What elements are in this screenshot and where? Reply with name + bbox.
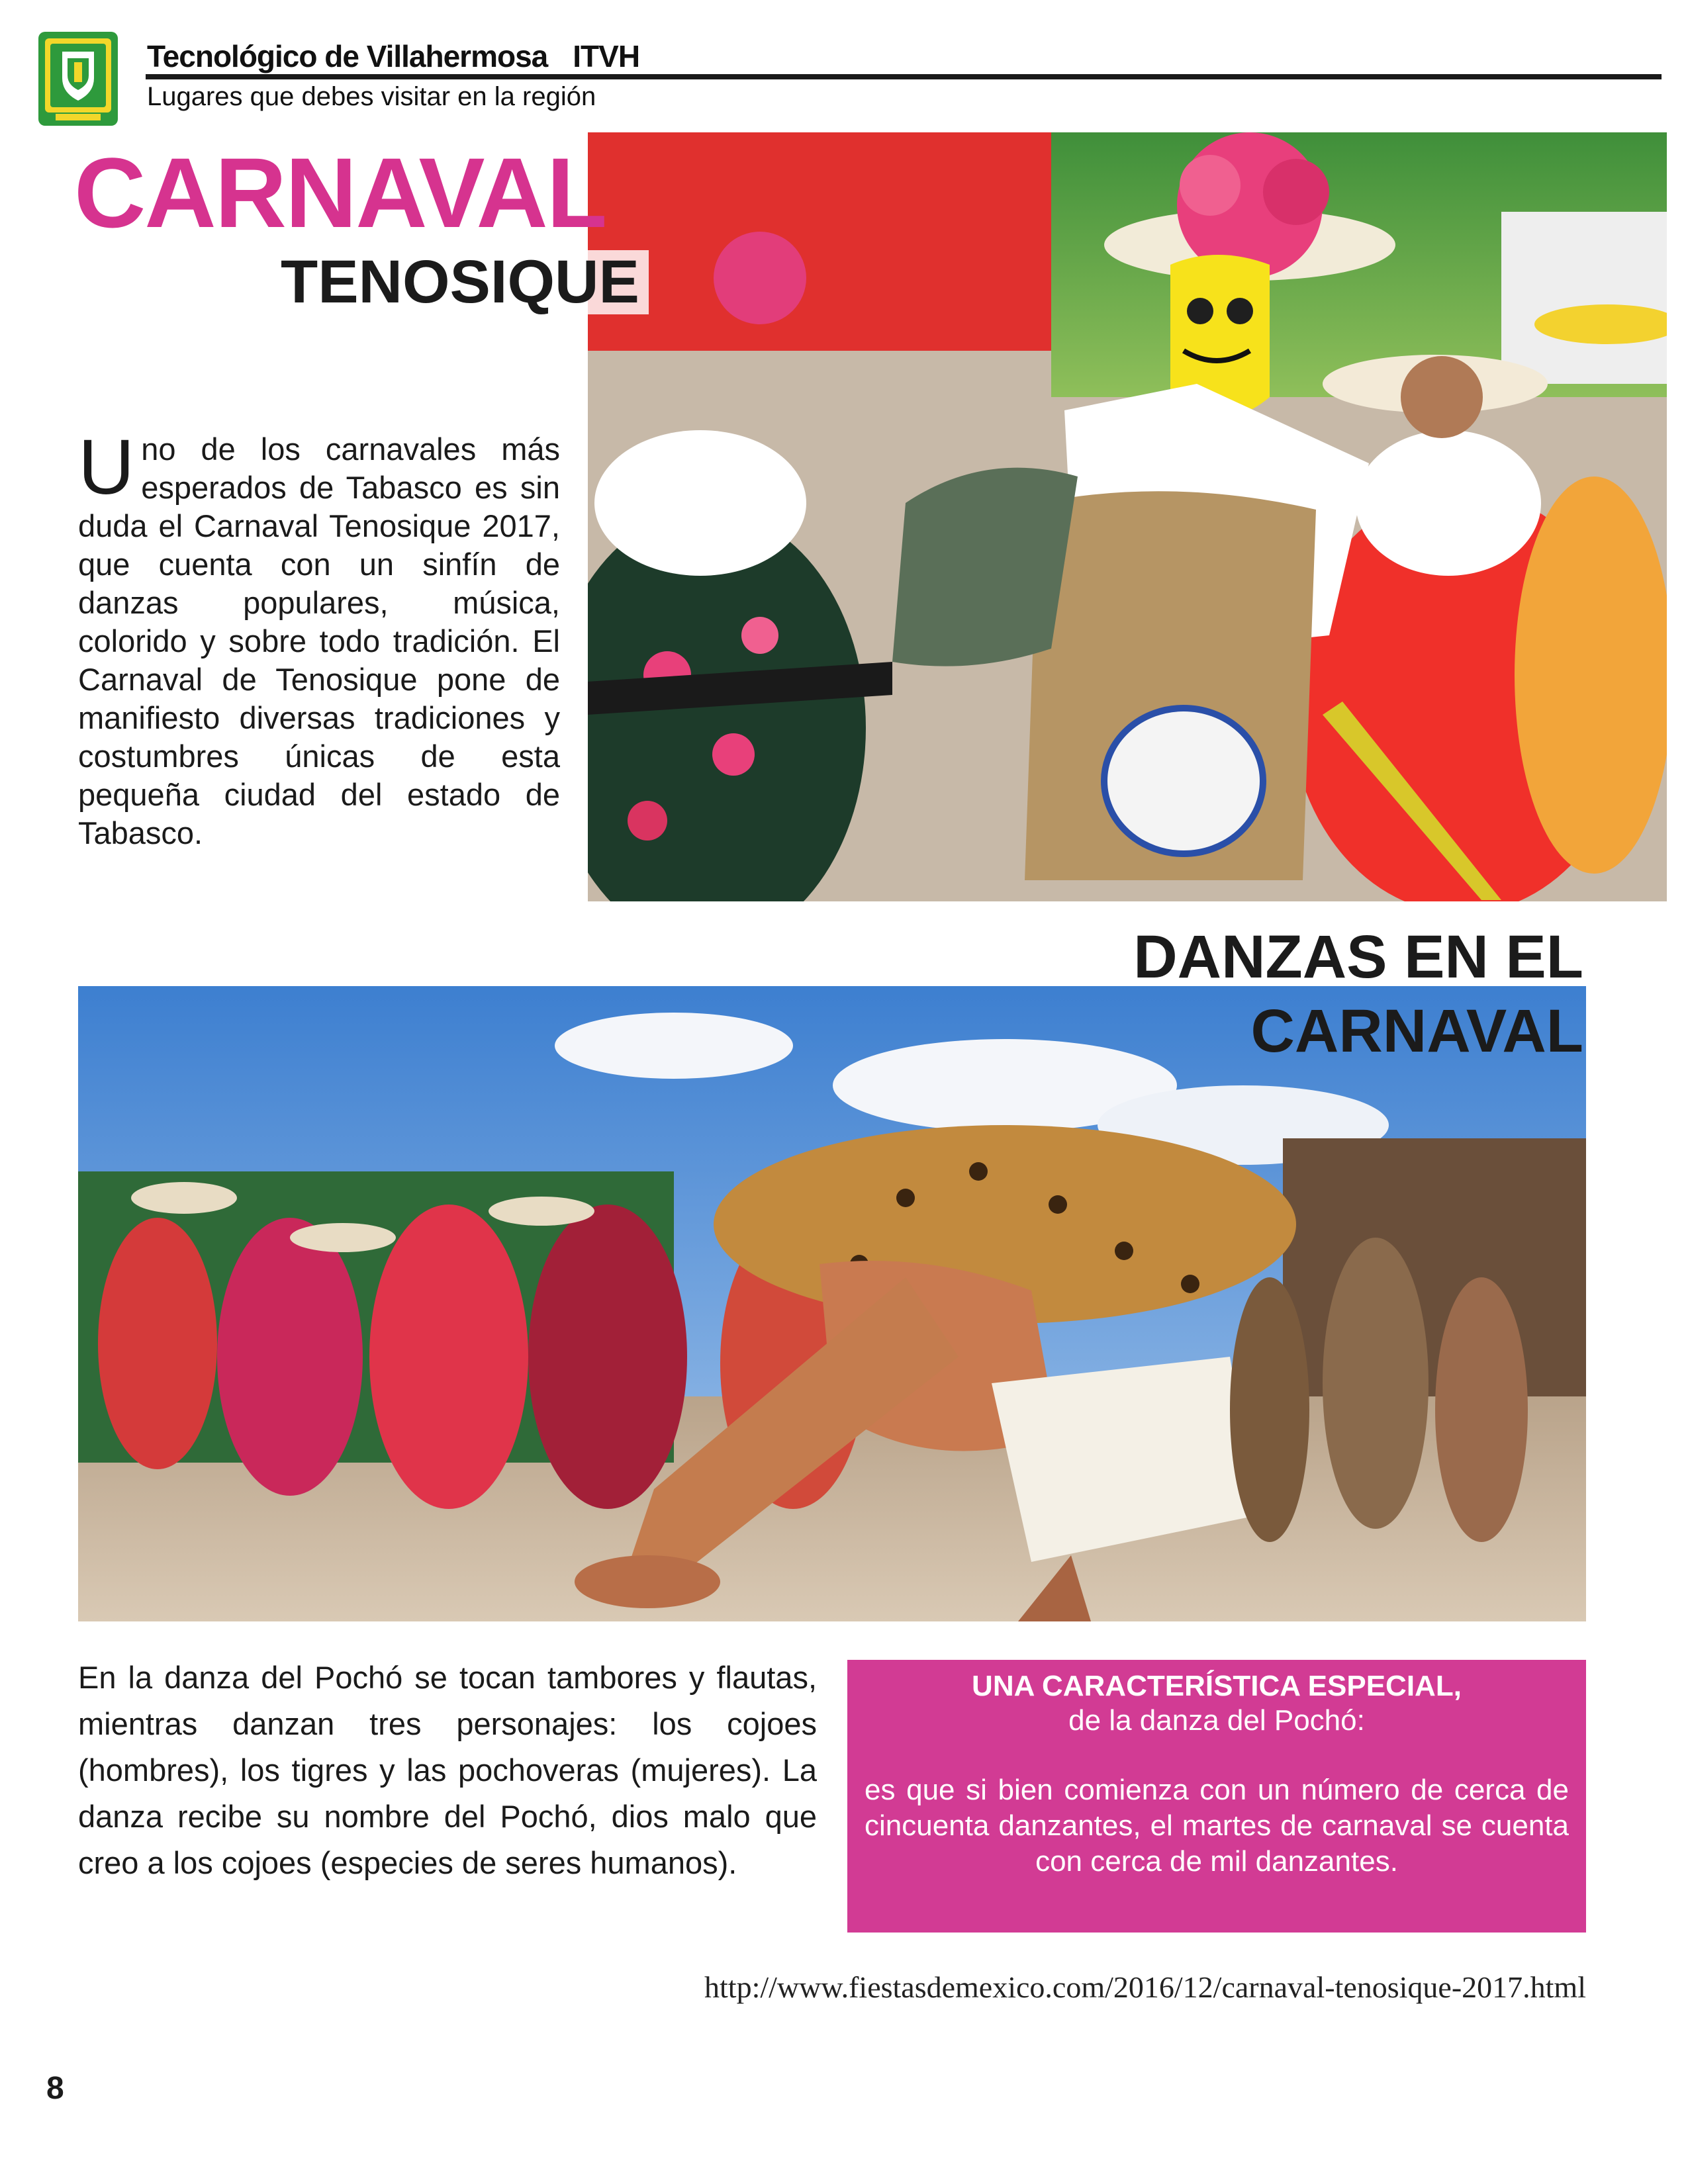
section-heading <box>1133 920 1583 1068</box>
section-heading-line-2: CARNAVAL <box>1250 997 1583 1065</box>
header-rule <box>146 74 1662 79</box>
callout-subheading: de la danza del Pochó: <box>1068 1704 1365 1737</box>
carnival-photo-pocho-dance <box>78 986 1586 1621</box>
institution-name: Tecnológico de Villahermosa <box>147 39 548 73</box>
callout-box <box>847 1660 1586 1933</box>
article-subtitle: TENOSIQUE <box>281 250 649 314</box>
source-url: http://www.fiestasdemexico.com/2016/12/carnaval-tenosique-2017.html <box>704 1970 1586 2004</box>
carnival-photo-masked-dancer <box>588 132 1667 901</box>
article-title: CARNAVAL <box>74 137 606 248</box>
intro-text: no de los carnavales más esperados de Tabasco es sin duda el Carnaval Tenosique 2017, que cuenta con un sinfín de danzas populares, música, colorido y sobre todo tradición. El Carnaval de Tenosique pone de manifiesto diversas tradiciones y costumbres únicas de esta pequeña ciudad del estado de Tabasco. <box>78 432 560 850</box>
section-heading-line-1: DANZAS EN EL <box>1133 923 1583 991</box>
page-number: 8 <box>46 2071 64 2106</box>
itvh-logo-icon <box>36 29 120 128</box>
intro-paragraph <box>78 424 560 852</box>
institution-abbreviation: ITVH <box>573 39 640 73</box>
body-paragraph: En la danza del Pochó se tocan tambores y flautas, mientras danzan tres personajes: los cojoes (hombres), los tigres y las pochoveras (mujeres). La danza recibe su nombre del Pochó, dios malo que creo a los cojoes (especies de seres humanos). <box>78 1660 817 1880</box>
header-subtitle: Lugares que debes visitar en la región <box>147 82 596 111</box>
callout-body: es que si bien comienza con un número de cerca de cincuenta danzantes, el martes de carnaval se cuenta con cerca de mil danzantes. <box>865 1774 1569 1878</box>
callout-heading: UNA CARACTERÍSTICA ESPECIAL, <box>972 1670 1462 1702</box>
header-title <box>147 38 639 74</box>
drop-cap: U <box>78 424 135 511</box>
